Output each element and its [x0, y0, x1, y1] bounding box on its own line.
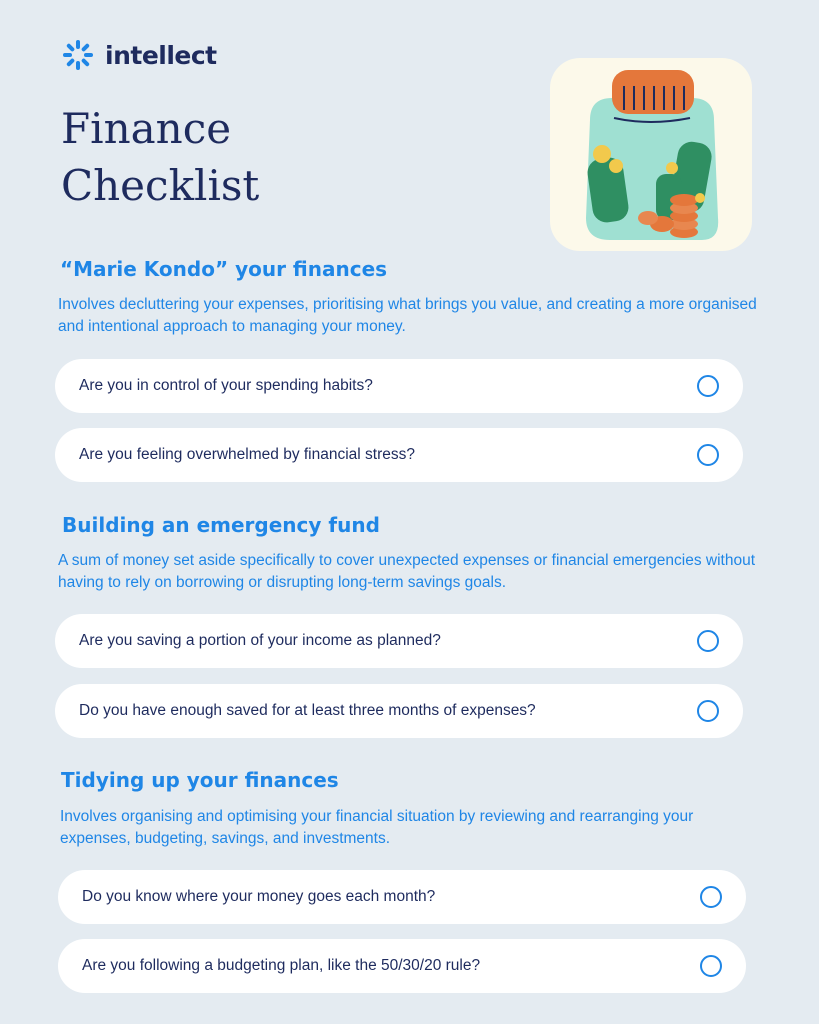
empty-circle-checkbox-icon[interactable]	[700, 886, 722, 908]
checklist-item-label: Do you have enough saved for at least three months of expenses?	[79, 702, 536, 719]
empty-circle-checkbox-icon[interactable]	[697, 375, 719, 397]
empty-circle-checkbox-icon[interactable]	[700, 955, 722, 977]
checklist-item[interactable]	[55, 684, 743, 738]
section-description-emergency-fund: A sum of money set aside specifically to cover unexpected expenses or financial emergencies without having to rely on borrowing or disrupting long-term savings goals.	[58, 552, 756, 591]
section-description-marie-kondo: Involves decluttering your expenses, prioritising what brings you value, and creating a more organised and intentional approach to managing your money.	[58, 296, 757, 335]
page-title	[61, 100, 259, 214]
section-heading-marie-kondo: “Marie Kondo” your finances	[60, 257, 388, 281]
checklist-item-label: Are you in control of your spending habits?	[79, 377, 373, 394]
brand-name: intellect	[105, 40, 217, 70]
checklist-item-label: Are you feeling overwhelmed by financial stress?	[79, 446, 416, 463]
checklist-item[interactable]	[55, 614, 743, 668]
page-title-line-2: Checklist	[61, 161, 260, 210]
checklist-item[interactable]	[55, 359, 743, 413]
money-jar-icon	[550, 58, 752, 251]
empty-circle-checkbox-icon[interactable]	[697, 444, 719, 466]
checklist-item[interactable]	[58, 870, 746, 924]
checklist-item-label: Are you saving a portion of your income as planned?	[79, 632, 441, 649]
checklist-item[interactable]	[58, 939, 746, 993]
illustration-card	[550, 58, 752, 251]
brand-logo	[61, 38, 217, 72]
empty-circle-checkbox-icon[interactable]	[697, 630, 719, 652]
checklist-item-label: Do you know where your money goes each month?	[82, 888, 436, 905]
checklist-item[interactable]	[55, 428, 743, 482]
intellect-logo-icon	[61, 38, 95, 72]
empty-circle-checkbox-icon[interactable]	[697, 700, 719, 722]
checklist-item-label: Are you following a budgeting plan, like the 50/30/20 rule?	[82, 957, 481, 974]
page-title-line-1: Finance	[61, 104, 232, 153]
section-heading-tidying-up: Tidying up your finances	[61, 768, 339, 792]
section-description-tidying-up: Involves organising and optimising your financial situation by reviewing and rearranging your expenses, budgeting, savings, and investments.	[60, 808, 694, 847]
section-heading-emergency-fund: Building an emergency fund	[62, 513, 380, 537]
